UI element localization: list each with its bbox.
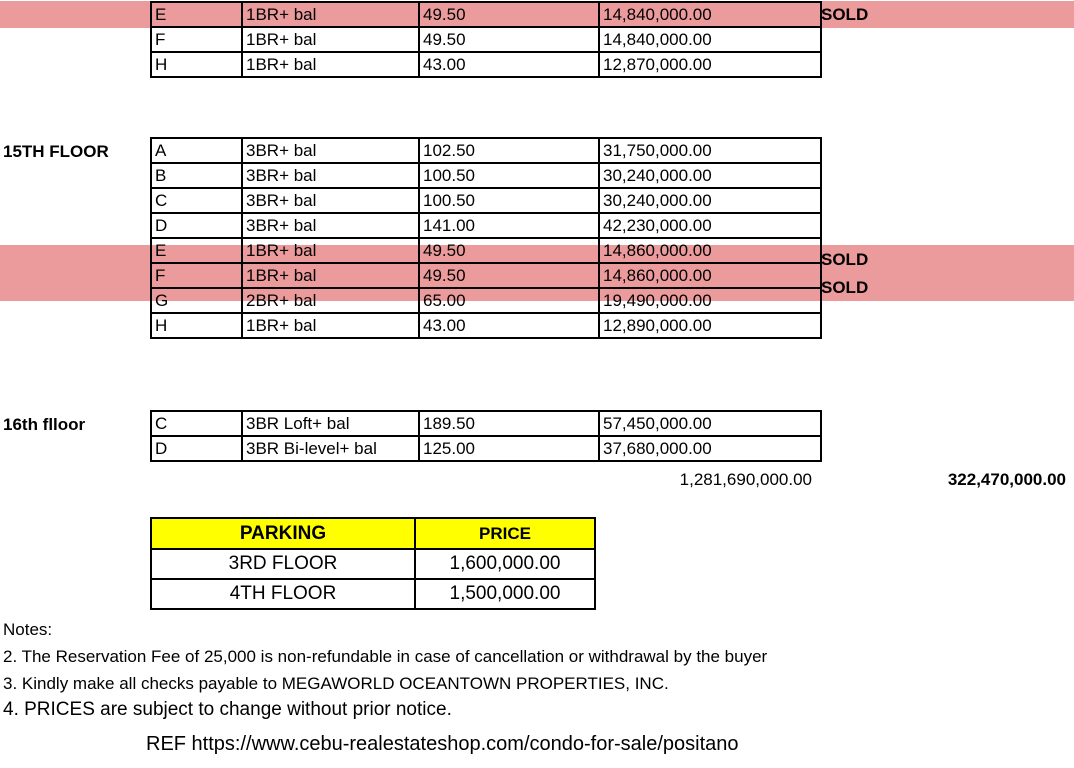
table-row (151, 411, 821, 436)
unit-cell: H (151, 313, 242, 338)
price-header: PRICE (415, 518, 595, 549)
unit-cell: F (151, 263, 242, 288)
type-cell: 2BR+ bal (242, 288, 419, 313)
area-cell: 43.00 (419, 313, 599, 338)
sold-label: SOLD (821, 5, 869, 24)
sold-label: SOLD (821, 278, 869, 297)
notes-title: Notes: (3, 620, 53, 639)
units-table-top (150, 1, 822, 78)
type-cell: 3BR+ bal (242, 163, 419, 188)
price-cell: 31,750,000.00 (599, 138, 821, 163)
area-cell: 49.50 (419, 263, 599, 288)
unit-cell: D (151, 213, 242, 238)
note-4: 4. PRICES are subject to change without prior notice. (3, 699, 452, 720)
type-cell: 3BR+ bal (242, 213, 419, 238)
type-cell: 3BR Bi-level+ bal (242, 436, 419, 461)
floor-label: 16th flloor (3, 415, 86, 434)
unit-cell: A (151, 138, 242, 163)
type-cell: 1BR+ bal (242, 313, 419, 338)
table-row (151, 27, 821, 52)
available-total: 1,281,690,000.00 (679, 470, 812, 489)
type-cell: 1BR+ bal (242, 238, 419, 263)
table-row (151, 52, 821, 77)
unit-cell: D (151, 436, 242, 461)
units-table-15th-floor (150, 137, 822, 339)
price-cell: 14,840,000.00 (599, 27, 821, 52)
price-cell: 12,890,000.00 (599, 313, 821, 338)
table-row (151, 138, 821, 163)
area-cell: 100.50 (419, 188, 599, 213)
table-row (151, 2, 821, 27)
price-cell: 37,680,000.00 (599, 436, 821, 461)
unit-cell: G (151, 288, 242, 313)
area-cell: 49.50 (419, 27, 599, 52)
parking-header: PARKING (151, 518, 415, 549)
table-row (151, 213, 821, 238)
unit-cell: E (151, 2, 242, 27)
table-row (151, 436, 821, 461)
sold-total: 322,470,000.00 (947, 470, 1066, 489)
unit-cell: C (151, 188, 242, 213)
price-cell: 57,450,000.00 (599, 411, 821, 436)
parking-price-cell: 1,500,000.00 (415, 579, 595, 609)
price-cell: 14,840,000.00 (599, 2, 821, 27)
area-cell: 125.00 (419, 436, 599, 461)
floor-label: 15TH FLOOR (3, 142, 109, 161)
price-cell: 14,860,000.00 (599, 238, 821, 263)
area-cell: 49.50 (419, 238, 599, 263)
area-cell: 102.50 (419, 138, 599, 163)
price-cell: 14,860,000.00 (599, 263, 821, 288)
type-cell: 1BR+ bal (242, 27, 419, 52)
price-cell: 30,240,000.00 (599, 163, 821, 188)
price-cell: 12,870,000.00 (599, 52, 821, 77)
parking-price-cell: 1,600,000.00 (415, 549, 595, 579)
table-row (151, 549, 595, 579)
unit-cell: E (151, 238, 242, 263)
table-row (151, 288, 821, 313)
table-row (151, 263, 821, 288)
type-cell: 1BR+ bal (242, 263, 419, 288)
table-row (151, 579, 595, 609)
price-cell: 19,490,000.00 (599, 288, 821, 313)
unit-cell: H (151, 52, 242, 77)
table-row (151, 313, 821, 338)
unit-cell: F (151, 27, 242, 52)
note-2: 2. The Reservation Fee of 25,000 is non-refundable in case of cancellation or withdrawal by the buyer (3, 647, 768, 666)
type-cell: 1BR+ bal (242, 52, 419, 77)
table-row (151, 163, 821, 188)
unit-cell: B (151, 163, 242, 188)
reference-link[interactable]: REF https://www.cebu-realestateshop.com/condo-for-sale/positano (146, 733, 739, 755)
table-row (151, 188, 821, 213)
area-cell: 65.00 (419, 288, 599, 313)
area-cell: 43.00 (419, 52, 599, 77)
unit-cell: C (151, 411, 242, 436)
table-row (151, 238, 821, 263)
area-cell: 49.50 (419, 2, 599, 27)
type-cell: 3BR Loft+ bal (242, 411, 419, 436)
type-cell: 3BR+ bal (242, 138, 419, 163)
type-cell: 1BR+ bal (242, 2, 419, 27)
price-cell: 42,230,000.00 (599, 213, 821, 238)
sold-label: SOLD (821, 250, 869, 269)
price-cell: 30,240,000.00 (599, 188, 821, 213)
area-cell: 189.50 (419, 411, 599, 436)
note-3: 3. Kindly make all checks payable to MEGAWORLD OCEANTOWN PROPERTIES, INC. (3, 674, 669, 693)
area-cell: 100.50 (419, 163, 599, 188)
parking-table (150, 517, 596, 610)
type-cell: 3BR+ bal (242, 188, 419, 213)
parking-floor-cell: 3RD FLOOR (151, 549, 415, 579)
area-cell: 141.00 (419, 213, 599, 238)
units-table-16th-floor (150, 410, 822, 462)
parking-header-row (151, 518, 595, 549)
parking-floor-cell: 4TH FLOOR (151, 579, 415, 609)
